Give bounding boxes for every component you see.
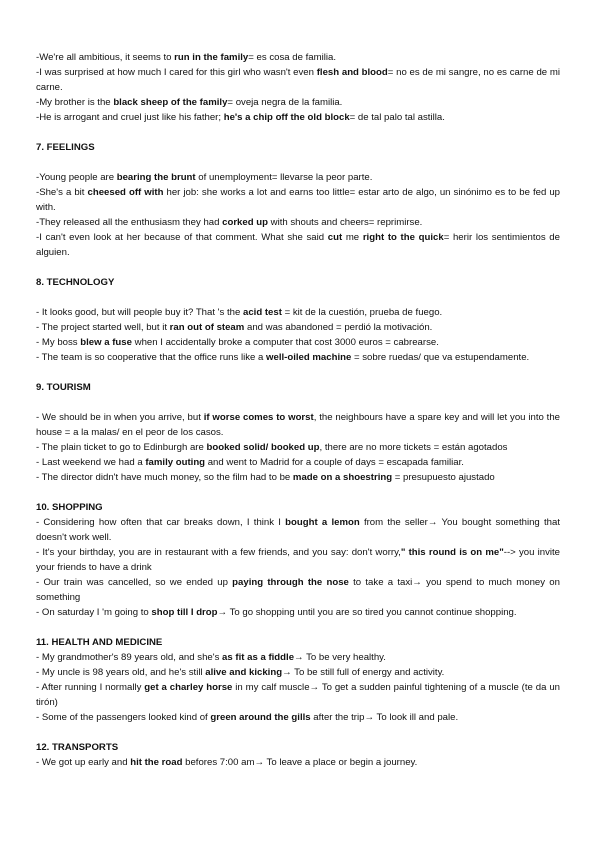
idiom-term: paying through the nose [232, 577, 349, 588]
idiom-term: green around the gills [210, 712, 311, 723]
paragraph [36, 665, 560, 680]
text-run: --> you invite your friends to have a drink [36, 547, 561, 573]
text-run: from the seller→ You bought something that doesn't work well. [36, 517, 560, 543]
text-run: - It's your birthday, you are in restaurant with a few friends, and you say: don't worry, [36, 547, 401, 558]
text-run: -We're all ambitious, it seems to [36, 52, 175, 63]
text-run: = kit de la cuestión, prueba de fuego. [281, 307, 443, 318]
paragraph [36, 170, 560, 185]
paragraph [36, 335, 560, 350]
text-run: in my calf muscle→ To get a sudden painful tightening of a muscle (te da un tirón) [36, 682, 560, 708]
text-run: after the trip→ To look ill and pale. [310, 712, 459, 723]
section-tourism [36, 380, 560, 485]
idiom-term: hit the road [130, 757, 183, 768]
idiom-term: made on a shoestring [292, 472, 393, 483]
paragraph [36, 95, 560, 110]
text-run: - Last weekend we had a [36, 457, 146, 468]
idiom-term: blew a fuse [80, 337, 132, 348]
text-run: -I can't even look at her because of that comment. What she said [36, 232, 328, 243]
text-run: to take a taxi→ you spend to much money on something [36, 577, 560, 603]
idiom-term: black sheep of the family [113, 97, 228, 108]
text-run: - My grandmother's 89 years old, and she's [36, 652, 223, 663]
idiom-term: booked solid/ booked up [206, 442, 320, 453]
text-run: - Considering how often that car breaks down, I think I [36, 517, 286, 528]
idiom-term: if worse comes to worst [203, 412, 314, 423]
text-run: of unemployment= llevarse la peor parte. [195, 172, 373, 183]
text-run: - Some of the passengers looked kind of [36, 712, 211, 723]
section-heading: 12. TRANSPORTS [36, 742, 119, 753]
text-run: -He is arrogant and cruel just like his father; [36, 112, 224, 123]
section-heading: 8. TECHNOLOGY [36, 277, 115, 288]
section-heading: 7. FEELINGS [36, 142, 95, 153]
paragraph [36, 320, 560, 335]
text-run: her job: she works a lot and earns too little= estar arto de algo, un sinónimo es to be fed up with. [36, 187, 561, 213]
text-run: → To be still full of energy and activity. [282, 667, 445, 678]
idiom-term: run in the family [174, 52, 249, 63]
text-run: = es cosa de familia. [248, 52, 336, 63]
idiom-term: " this round is on me" [400, 547, 504, 558]
text-run: = presupuesto ajustado [392, 472, 495, 483]
paragraph [36, 470, 560, 485]
text-run: , there are no more tickets = están agotados [319, 442, 508, 453]
idiom-term: well-oiled machine [266, 352, 352, 363]
paragraph [36, 680, 560, 710]
paragraph [36, 710, 560, 725]
paragraph [36, 50, 560, 65]
idiom-term: bought a lemon [285, 517, 360, 528]
text-run: = de tal palo tal astilla. [349, 112, 445, 123]
paragraph [36, 185, 560, 215]
idiom-term: ran out of steam [169, 322, 245, 333]
text-run: - The plain ticket to go to Edinburgh are [36, 442, 207, 453]
text-run: - Our train was cancelled, so we ended up [36, 577, 233, 588]
text-run: = no es de mi sangre, no es carne de mi carne. [36, 67, 560, 93]
idiom-term: cut [327, 232, 343, 243]
text-run: with shouts and cheers= reprimirse. [267, 217, 423, 228]
idiom-term: corked up [222, 217, 268, 228]
text-run: → To be very healthy. [294, 652, 386, 663]
text-run: - After running I normally [36, 682, 145, 693]
idiom-term: get a charley horse [144, 682, 233, 693]
idiom-term: shop till I drop [151, 607, 218, 618]
paragraph [36, 440, 560, 455]
paragraph [36, 215, 560, 230]
idiom-term: bearing the brunt [116, 172, 196, 183]
idiom-term: as fit as a fiddle [222, 652, 295, 663]
section-feelings [36, 140, 560, 260]
paragraph [36, 455, 560, 470]
paragraph [36, 650, 560, 665]
idiom-term: he's a chip off the old block [223, 112, 350, 123]
section-shopping [36, 500, 560, 620]
idiom-term: right to the quick [362, 232, 444, 243]
section-heading: 10. SHOPPING [36, 502, 103, 513]
paragraph [36, 755, 560, 770]
text-run: - My uncle is 98 years old, and he's still [36, 667, 206, 678]
paragraph [36, 230, 560, 260]
paragraph [36, 605, 560, 620]
section-technology [36, 275, 560, 365]
text-run: - The director didn't have much money, so the film had to be [36, 472, 293, 483]
text-run: -Young people are [36, 172, 117, 183]
idiom-term: cheesed off with [87, 187, 164, 198]
text-run: -They released all the enthusiasm they had [36, 217, 223, 228]
text-run: - It looks good, but will people buy it? That 's the [36, 307, 243, 318]
idiom-term: acid test [242, 307, 282, 318]
text-run: -I was surprised at how much I cared for this girl who wasn't even [36, 67, 317, 78]
document-page [36, 50, 560, 770]
text-run: = sobre ruedas/ que va estupendamente. [351, 352, 530, 363]
idiom-term: flesh and blood [316, 67, 388, 78]
text-run: - We got up early and [36, 757, 131, 768]
idiom-term: alive and kicking [205, 667, 283, 678]
paragraph [36, 65, 560, 95]
text-run: and was abandoned = perdió la motivación. [244, 322, 433, 333]
text-run: = oveja negra de la familia. [227, 97, 343, 108]
text-run: -She's a bit [36, 187, 88, 198]
paragraph [36, 575, 560, 605]
text-run: - The team is so cooperative that the office runs like a [36, 352, 267, 363]
text-run: and went to Madrid for a couple of days = escapada familiar. [205, 457, 464, 468]
text-run: - The project started well, but it [36, 322, 170, 333]
text-run: - On saturday I 'm going to [36, 607, 152, 618]
text-run: - My boss [36, 337, 81, 348]
text-run: → To go shopping until you are so tired you cannot continue shopping. [217, 607, 517, 618]
text-run: when I accidentally broke a computer that cost 3000 euros = cabrearse. [131, 337, 439, 348]
text-run: , the neighbours have a spare key and will let you into the house = a la malas/ en el peor de los casos. [36, 412, 560, 438]
paragraph [36, 545, 560, 575]
text-run: - We should be in when you arrive, but [36, 412, 204, 423]
intro-block [36, 50, 560, 125]
text-run: me [342, 232, 363, 243]
section-transports [36, 740, 560, 770]
idiom-term: family outing [145, 457, 206, 468]
text-run: = herir los sentimientos de alguien. [36, 232, 560, 258]
paragraph [36, 110, 560, 125]
section-health-and-medicine [36, 635, 560, 725]
paragraph [36, 305, 560, 320]
paragraph [36, 410, 560, 440]
paragraph [36, 515, 560, 545]
section-heading: 11. HEALTH AND MEDICINE [36, 637, 163, 648]
text-run: befores 7:00 am→ To leave a place or begin a journey. [182, 757, 418, 768]
section-heading: 9. TOURISM [36, 382, 91, 393]
text-run: -My brother is the [36, 97, 114, 108]
paragraph [36, 350, 560, 365]
